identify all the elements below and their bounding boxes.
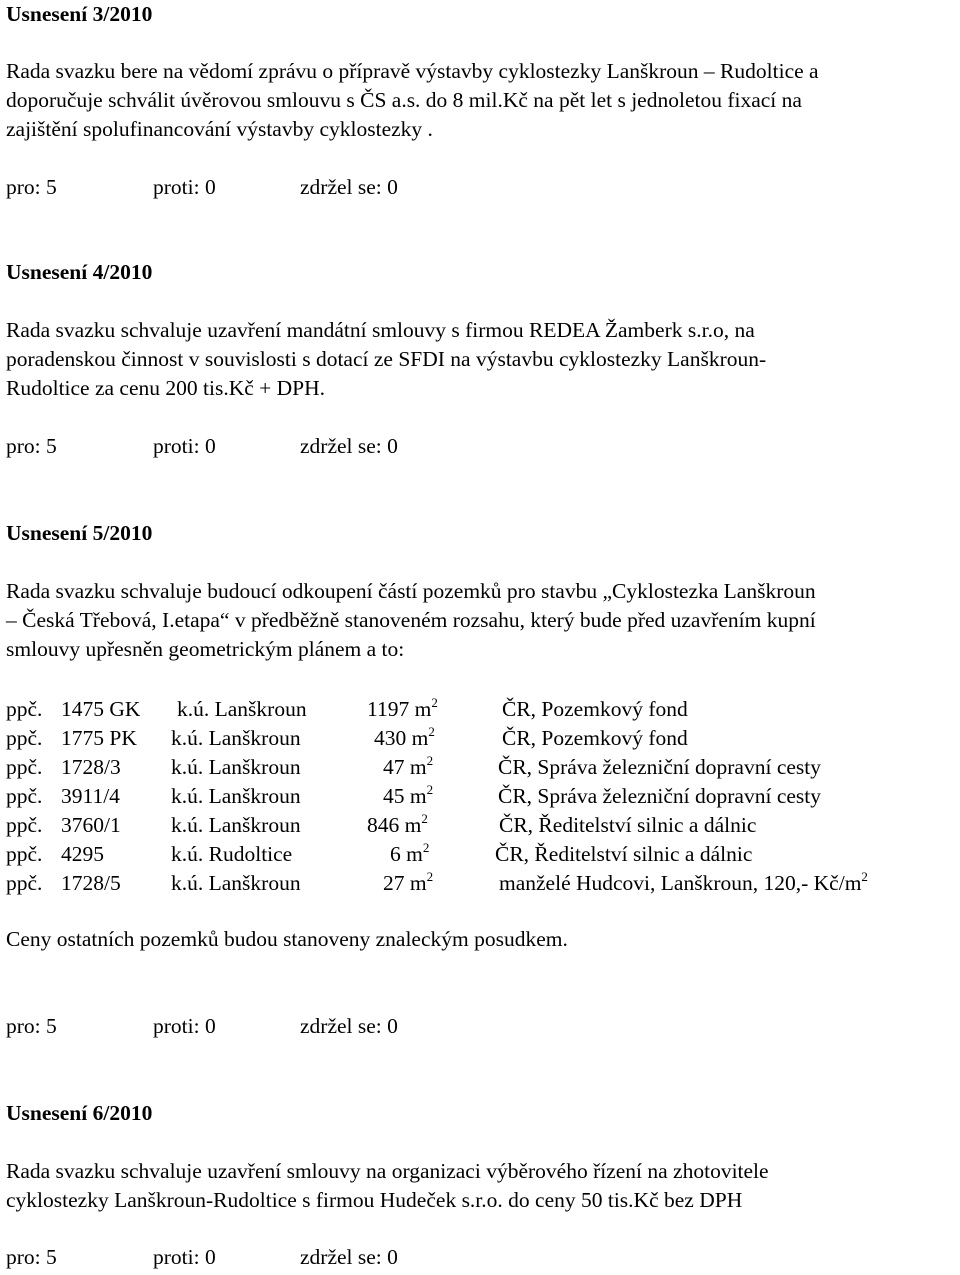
vote-abstain: zdržel se: 0 [300,1014,398,1038]
parcel-owner [499,871,868,896]
area-exponent: 2 [426,782,434,797]
area-value: 1197 m [367,697,432,721]
parcel-row [6,697,946,721]
parcel-label: ppč. [6,755,43,779]
parcel-number: 1728/5 [61,871,121,895]
area-exponent: 2 [431,695,438,710]
vote-for: pro: 5 [6,434,57,458]
resolution-title: Usnesení 5/2010 [6,521,153,545]
vote-abstain: zdržel se: 0 [300,175,398,199]
vote-for: pro: 5 [6,175,57,199]
resolution-text-line: cyklostezky Lanškroun-Rudoltice s firmou Hudeček s.r.o. do ceny 50 tis.Kč bez DPH [6,1188,743,1212]
area-value: 27 m [383,871,427,895]
resolution-title: Usnesení 4/2010 [6,260,153,284]
parcel-number: 1728/3 [61,755,121,779]
parcel-cadastral-area: k.ú. Lanškroun [171,784,301,808]
parcel-number: 3911/4 [61,784,120,808]
parcel-cadastral-area: k.ú. Lanškroun [171,871,301,895]
parcel-owner: ČR, Správa železniční dopravní cesty [498,755,821,779]
vote-abstain: zdržel se: 0 [300,434,398,458]
resolution-title: Usnesení 3/2010 [6,2,153,26]
parcel-number: 1475 GK [61,697,141,721]
area-exponent: 2 [422,840,430,855]
vote-for: pro: 5 [6,1245,57,1269]
parcel-owner: ČR, Ředitelství silnic a dálnic [499,813,757,837]
area-value: 47 m [383,755,427,779]
parcel-row [6,813,946,837]
parcel-number: 3760/1 [61,813,121,837]
resolution-text-line: Rada svazku bere na vědomí zprávu o přípravě výstavby cyklostezky Lanškroun – Rudoltice a [6,59,819,83]
owner-exponent: 2 [861,869,868,884]
parcel-area [383,755,433,780]
parcel-owner: ČR, Pozemkový fond [502,697,688,721]
area-exponent: 2 [426,869,434,884]
parcel-area [390,842,429,867]
parcel-label: ppč. [6,842,43,866]
area-value: 846 m [367,813,422,837]
resolution-title: Usnesení 6/2010 [6,1101,153,1125]
parcel-area [367,697,438,722]
parcel-area [374,726,435,751]
vote-result [6,436,506,460]
area-exponent: 2 [421,811,428,826]
parcel-area [367,813,428,838]
parcel-label: ppč. [6,784,43,808]
parcel-cadastral-area: k.ú. Lanškroun [171,755,301,779]
parcel-cadastral-area: k.ú. Lanškroun [177,697,307,721]
parcel-owner: ČR, Správa železniční dopravní cesty [498,784,821,808]
parcel-row [6,726,946,750]
resolution-text-line: – Česká Třebová, I.etapa“ v předběžně stanoveném rozsahu, který bude před uzavřením kupní [6,608,816,632]
parcel-area [383,871,433,896]
area-value: 430 m [374,726,429,750]
parcel-row [6,871,946,895]
resolution-text-line: Rada svazku schvaluje uzavření smlouvy na organizaci výběrového řízení na zhotovitele [6,1159,769,1183]
vote-against: proti: 0 [153,175,216,199]
parcel-owner: ČR, Pozemkový fond [502,726,688,750]
parcel-label: ppč. [6,726,43,750]
vote-against: proti: 0 [153,434,216,458]
parcel-row [6,755,946,779]
area-value: 6 m [390,842,423,866]
parcel-cadastral-area: k.ú. Rudoltice [171,842,293,866]
parcel-number: 1775 PK [61,726,137,750]
area-exponent: 2 [428,724,435,739]
parcel-cadastral-area: k.ú. Lanškroun [171,726,301,750]
vote-against: proti: 0 [153,1014,216,1038]
parcel-label: ppč. [6,871,43,895]
parcel-number: 4295 [61,842,104,866]
resolution-text-line: doporučuje schválit úvěrovou smlouvu s ČS a.s. do 8 mil.Kč na pět let s jednoletou fixací na [6,88,802,112]
resolution-note: Ceny ostatních pozemků budou stanoveny znaleckým posudkem. [6,927,568,951]
parcel-label: ppč. [6,813,43,837]
vote-for: pro: 5 [6,1014,57,1038]
resolution-text-line: Rudoltice za cenu 200 tis.Kč + DPH. [6,376,326,400]
vote-result [6,1247,506,1271]
parcel-row [6,842,946,866]
vote-result [6,177,506,201]
resolution-text-line: Rada svazku schvaluje budoucí odkoupení částí pozemků pro stavbu „Cyklostezka Lanškroun [6,579,816,603]
resolution-text-line: smlouvy upřesněn geometrickým plánem a to: [6,637,405,661]
owner-text: manželé Hudcovi, Lanškroun, 120,- Kč/m [499,871,862,895]
resolution-text-line: poradenskou činnost v souvislosti s dotací ze SFDI na výstavbu cyklostezky Lanškroun- [6,347,767,371]
parcel-cadastral-area: k.ú. Lanškroun [171,813,301,837]
parcel-label: ppč. [6,697,43,721]
area-value: 45 m [383,784,427,808]
resolution-text-line: zajištění spolufinancování výstavby cyklostezky . [6,117,433,141]
vote-result [6,1016,506,1040]
parcel-row [6,784,946,808]
parcel-area [383,784,433,809]
resolution-text-line: Rada svazku schvaluje uzavření mandátní smlouvy s firmou REDEA Žamberk s.r.o, na [6,318,755,342]
area-exponent: 2 [426,753,434,768]
vote-abstain: zdržel se: 0 [300,1245,398,1269]
vote-against: proti: 0 [153,1245,216,1269]
parcel-owner: ČR, Ředitelství silnic a dálnic [495,842,753,866]
